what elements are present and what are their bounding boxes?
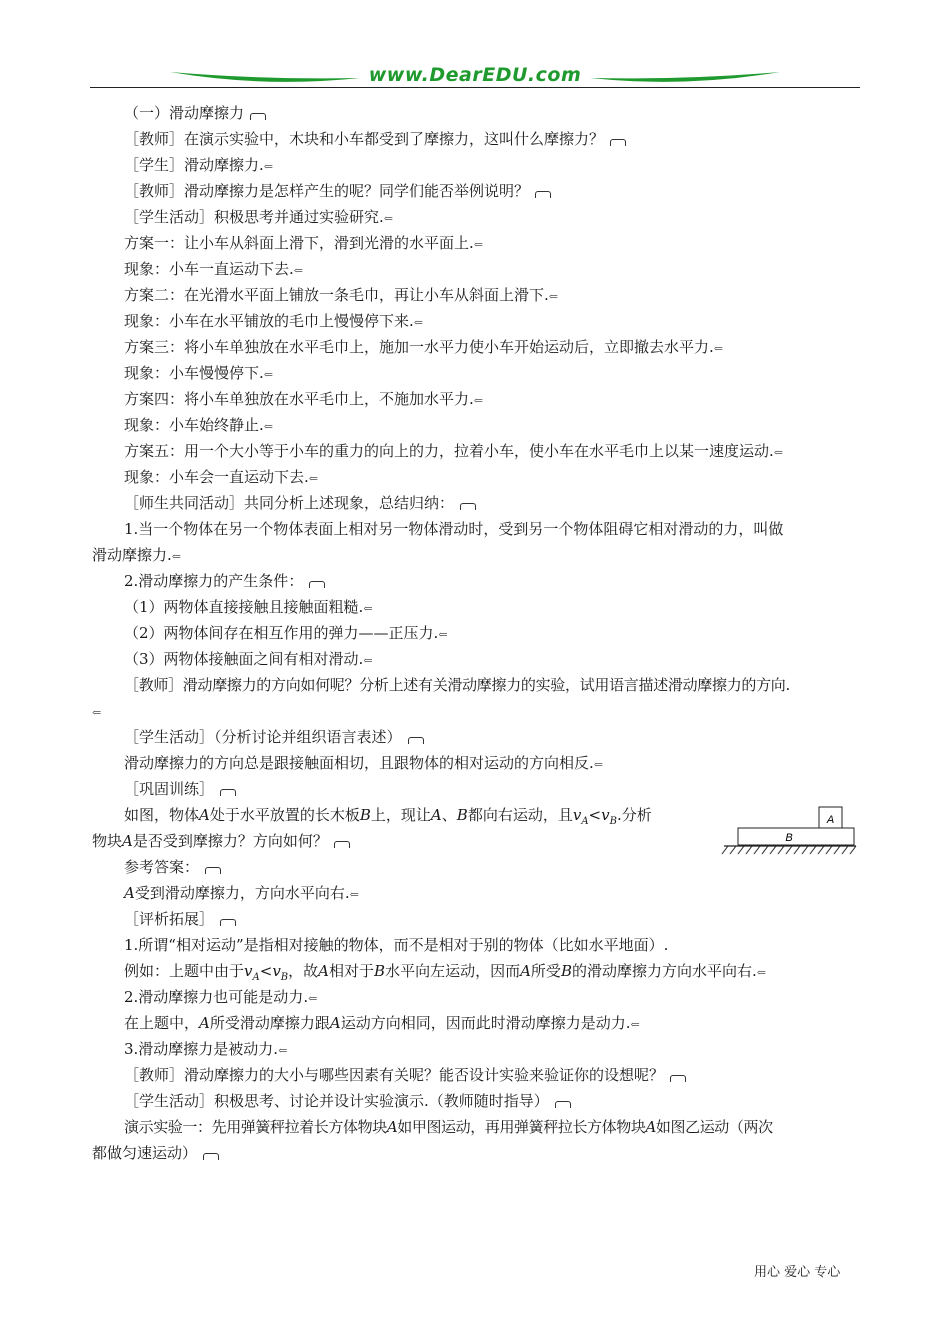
text-line: （2）两物体间存在相互作用的弹力——正压力.⇐ bbox=[124, 624, 448, 642]
text-line: 方案四：将小车单独放在水平毛巾上，不施加水平力.⇐ bbox=[124, 390, 483, 408]
text-line: 方案五：用一个大小等于小车的重力的向上的力，拉着小车，使小车在水平毛巾上以某一速度运动.⇐ bbox=[124, 442, 783, 460]
text-line: 2.滑动摩擦力也可能是动力.⇐ bbox=[124, 988, 318, 1006]
text-line: 滑动摩擦力的方向总是跟接触面相切，且跟物体的相对运动的方向相反.⇐ bbox=[124, 754, 603, 772]
question-line: 如图，物体A处于水平放置的长木板B上，现让A、B都向右运动，且$v_A<v_B$.分析 bbox=[124, 806, 652, 827]
right-swoosh-icon bbox=[590, 68, 780, 86]
text-line: 1.当一个物体在另一个物体表面上相对另一物体滑动时，受到另一个物体阻碍它相对滑动的力，叫做 bbox=[124, 520, 784, 538]
text-line: 方案一：让小车从斜面上滑下，滑到光滑的水平面上.⇐ bbox=[124, 234, 483, 252]
text-line: 现象：小车始终静止.⇐ bbox=[124, 416, 273, 434]
text-line: 1.所谓“相对运动”是指相对接触的物体，而不是相对于别的物体（比如水平地面）. bbox=[124, 936, 669, 954]
text-line: ［教师］滑动摩擦力的大小与哪些因素有关呢？能否设计实验来验证你的设想呢？ bbox=[124, 1064, 686, 1086]
text-line: 滑动摩擦力.⇐ bbox=[92, 546, 181, 564]
page-header bbox=[90, 62, 860, 90]
board-b-label: B bbox=[785, 832, 793, 844]
header-rule bbox=[90, 87, 860, 88]
text-line: 2.滑动摩擦力的产生条件： bbox=[124, 570, 325, 592]
answer-line: A受到滑动摩擦力，方向水平向右.⇐ bbox=[124, 884, 359, 902]
text-line: （一）滑动摩擦力 bbox=[124, 102, 266, 124]
text-line: 现象：小车一直运动下去.⇐ bbox=[124, 260, 303, 278]
text-line: ［教师］滑动摩擦力的方向如何呢？分析上述有关滑动摩擦力的实验，试用语言描述滑动摩擦力的方向. bbox=[124, 676, 790, 694]
text-line: （1）两物体直接接触且接触面粗糙.⇐ bbox=[124, 598, 373, 616]
text-line: 都做匀速运动） bbox=[92, 1142, 219, 1164]
text-line: ［学生活动］积极思考并通过实验研究.⇐ bbox=[124, 208, 393, 226]
text-line: ［教师］滑动摩擦力是怎样产生的呢？同学们能否举例说明？ bbox=[124, 180, 551, 202]
text-line: ［师生共同活动］共同分析上述现象，总结归纳： bbox=[124, 492, 476, 514]
site-logo[interactable]: www.DearEDU.com bbox=[368, 64, 582, 86]
text-line: 现象：小车慢慢停下.⇐ bbox=[124, 364, 273, 382]
text-line: 演示实验一：先用弹簧秤拉着长方体物块A如甲图运动，再用弹簧秤拉长方体物块A如图乙运动（两次 bbox=[124, 1118, 773, 1136]
text-line: 现象：小车会一直运动下去.⇐ bbox=[124, 468, 318, 486]
text-line: 现象：小车在水平铺放的毛巾上慢慢停下来.⇐ bbox=[124, 312, 423, 330]
example-line: 例如：上题中由于$v_A<v_B$，故A相对于B水平向左运动，因而A所受B的滑动摩擦力方向水平向右.⇐ bbox=[124, 962, 766, 983]
text-line: ［教师］在演示实验中，木块和小车都受到了摩擦力，这叫什么摩擦力？ bbox=[124, 128, 626, 150]
ground-hatch bbox=[722, 846, 856, 854]
page-footer: 用心 爱心 专心 bbox=[754, 1265, 841, 1280]
question-line: 物块A是否受到摩擦力？方向如何？ bbox=[92, 830, 350, 852]
board-b bbox=[738, 828, 854, 845]
block-on-board-diagram bbox=[720, 804, 860, 860]
block-a-label: A bbox=[826, 814, 835, 826]
text-line: 3.滑动摩擦力是被动力.⇐ bbox=[124, 1040, 288, 1058]
text-line: ［评析拓展］ bbox=[124, 908, 236, 930]
text-line: ［学生活动］积极思考、讨论并设计实验演示.（教师随时指导） bbox=[124, 1090, 571, 1112]
text-line: 在上题中，A所受滑动摩擦力跟A运动方向相同，因而此时滑动摩擦力是动力.⇐ bbox=[124, 1014, 640, 1032]
text-line: 方案三：将小车单独放在水平毛巾上，施加一水平力使小车开始运动后，立即撤去水平力.⇐ bbox=[124, 338, 723, 356]
text-line: ［学生活动］（分析讨论并组织语言表述） bbox=[124, 726, 424, 748]
text-line: ⇐ bbox=[92, 706, 102, 719]
text-line: 参考答案： bbox=[124, 856, 221, 878]
text-line: （3）两物体接触面之间有相对滑动.⇐ bbox=[124, 650, 373, 668]
text-line: ［学生］滑动摩擦力.⇐ bbox=[124, 156, 273, 174]
text-line: ［巩固训练］ bbox=[124, 778, 236, 800]
text-line: 方案二：在光滑水平面上铺放一条毛巾，再让小车从斜面上滑下.⇐ bbox=[124, 286, 558, 304]
